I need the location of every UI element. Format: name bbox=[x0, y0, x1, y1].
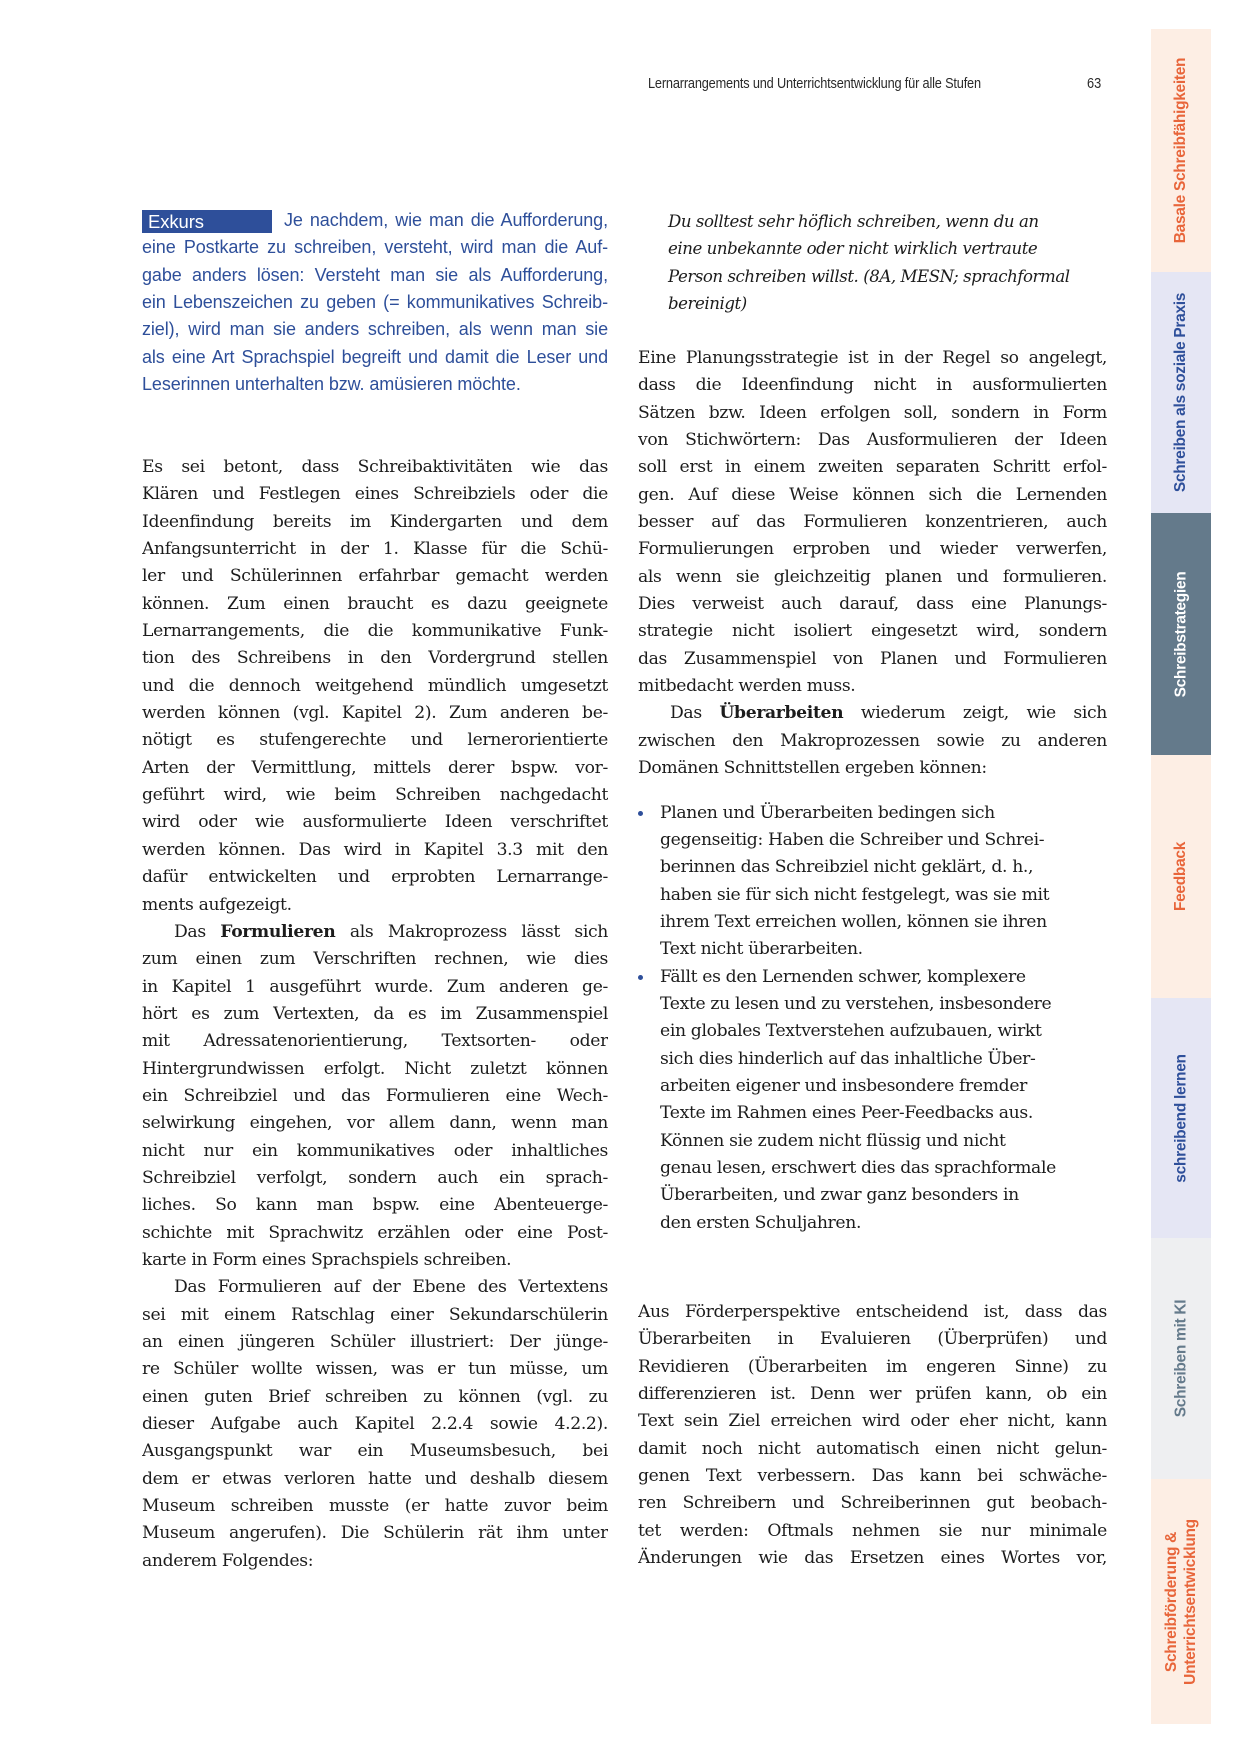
text-line: ler und Schülerinnen erfahrbar gemacht werden bbox=[142, 566, 608, 587]
text-line: Aus Förderperspektive entscheidend ist, dass das bbox=[638, 1302, 1107, 1322]
quote-line: bereinigt) bbox=[668, 294, 747, 314]
text-line bbox=[142, 919, 608, 946]
tab-feedback[interactable] bbox=[1151, 755, 1211, 998]
tab-label: Schreiben als soziale Praxis bbox=[1172, 292, 1190, 493]
text-line: Ideenfindung bereits im Kindergarten und dem bbox=[142, 511, 608, 532]
text-line: geführt wird, wie beim Schreiben nachgedacht bbox=[142, 785, 608, 806]
bullet-item bbox=[638, 964, 1107, 1237]
text-line: berinnen das Schreibziel nicht geklärt, d. h., bbox=[660, 857, 1034, 878]
text-span: wiederum zeigt, wie sich bbox=[843, 703, 1107, 724]
tab-label: Schreiben mit KI bbox=[1172, 1299, 1190, 1418]
text-line: zum einen zum Verschriften rechnen, wie dies bbox=[142, 949, 608, 970]
text-line: damit noch nicht automatisch einen nicht gelun- bbox=[638, 1438, 1107, 1459]
text-line: besser auf das Formulieren konzentrieren, auch bbox=[638, 512, 1107, 533]
text-line: re Schüler wollte wissen, was er tun müsse, um bbox=[142, 1359, 608, 1380]
tab-label-line: Unterrichtsentwicklung bbox=[1182, 1518, 1199, 1685]
text-line: strategie nicht isoliert eingesetzt wird, sondern bbox=[638, 621, 1107, 642]
text-line: ein Schreibziel und das Formulieren eine Wech- bbox=[142, 1085, 608, 1106]
bold-term-formulieren: Formulieren bbox=[220, 921, 336, 942]
text-line: dafür entwickelten und erprobten Lernarrange- bbox=[142, 867, 608, 888]
bullet-list bbox=[638, 800, 1107, 1238]
text-line: werden können (vgl. Kapitel 2). Zum anderen be- bbox=[142, 703, 608, 724]
text-line: sich dies hinderlich auf das inhaltliche Über- bbox=[660, 1048, 1036, 1069]
text-line: dieser Aufgabe auch Kapitel 2.2.4 sowie 4.2.2). bbox=[142, 1414, 608, 1435]
page-number: 63 bbox=[1087, 76, 1102, 92]
text-line: von Stichwörtern: Das Ausformulieren der Ideen bbox=[638, 430, 1107, 451]
text-line: Eine Planungsstrategie ist in der Regel so angelegt, bbox=[638, 348, 1107, 368]
exkurs-label: Exkurs bbox=[142, 210, 272, 233]
tab-label bbox=[1162, 1519, 1200, 1685]
text-line: Lernarrangements, die die kommunikative Funk- bbox=[142, 621, 608, 642]
tab-label: Basale Schreibfähigkeiten bbox=[1172, 57, 1190, 244]
text-line: einen guten Brief schreiben zu können (vgl. zu bbox=[142, 1386, 608, 1407]
text-line: Können sie zudem nicht flüssig und nicht bbox=[660, 1130, 1006, 1151]
exkurs-line: eine Postkarte zu schreiben, versteht, wird man die Auf- bbox=[142, 237, 608, 258]
text-line: mitbedacht werden muss. bbox=[638, 676, 856, 697]
text-line: haben sie für sich nicht festgelegt, was sie mit bbox=[660, 884, 1050, 905]
text-line: ments aufgezeigt. bbox=[142, 894, 292, 915]
text-line: Planen und Überarbeiten bedingen sich bbox=[660, 802, 995, 823]
text-line: Ausgangspunkt war ein Museumsbesuch, bei bbox=[142, 1441, 608, 1462]
text-line: mit Adressatenorientierung, Textsorten- oder bbox=[142, 1031, 608, 1052]
text-line: nicht nur ein kommunikatives oder inhaltliches bbox=[142, 1140, 608, 1161]
paragraph-schreibaktivitaeten bbox=[142, 454, 608, 919]
text-line: zwischen den Makroprozessen sowie zu anderen bbox=[638, 730, 1107, 751]
text-line: genen Text verbessern. Das kann bei schwäche- bbox=[638, 1466, 1107, 1487]
text-line: Museum schreiben musste (er hatte zuvor beim bbox=[142, 1496, 608, 1517]
text-line: tion des Schreibens in den Vordergrund stellen bbox=[142, 648, 608, 669]
text-line: Domänen Schnittstellen ergeben können: bbox=[638, 758, 987, 779]
text-line: Dies verweist auch darauf, dass eine Planungs- bbox=[638, 594, 1107, 615]
paragraph-vertexten bbox=[142, 1274, 608, 1575]
text-line: Sätzen bzw. Ideen erfolgen soll, sondern in Form bbox=[638, 402, 1107, 423]
text-line: Es sei betont, dass Schreibaktivitäten wie das bbox=[142, 457, 608, 477]
quote-line: Person schreiben willst. (8A, MESN; sprachformal bbox=[668, 266, 1070, 286]
text-line: Das Formulieren auf der Ebene des Vertextens bbox=[174, 1277, 608, 1298]
text-line: ein globales Textverstehen aufzubauen, wirkt bbox=[660, 1021, 1042, 1042]
quote-line: eine unbekannte oder nicht wirklich vertraute bbox=[668, 239, 1038, 259]
text-line: liches. So kann man bspw. eine Abenteuerge- bbox=[142, 1195, 608, 1216]
text-line: in Kapitel 1 ausgeführt wurde. Zum anderen ge- bbox=[142, 976, 608, 997]
text-line: hört es zum Vertexten, da es im Zusammenspiel bbox=[142, 1003, 608, 1024]
text-line: Hintergrundwissen erfolgt. Nicht zuletzt können bbox=[142, 1058, 608, 1079]
paragraph-planungsstrategie bbox=[638, 345, 1107, 700]
text-line: nötigt es stufengerechte und lernerorientierte bbox=[142, 730, 608, 751]
left-column bbox=[142, 454, 608, 1575]
text-line: Museum angerufen). Die Schülerin rät ihm unter bbox=[142, 1523, 608, 1544]
tab-basale-schreibfaehigkeiten[interactable] bbox=[1151, 29, 1211, 272]
exkurs-box bbox=[142, 207, 608, 398]
text-line bbox=[638, 700, 1107, 727]
tab-schreibfoerderung-unterrichtsentwicklung[interactable] bbox=[1151, 1479, 1211, 1724]
text-line: soll erst in einem zweiten separaten Schritt erfol- bbox=[638, 457, 1107, 478]
tab-schreiben-mit-ki[interactable] bbox=[1151, 1238, 1211, 1479]
text-line: Formulierungen erproben und wieder verwerfen, bbox=[638, 539, 1107, 560]
text-line: Texte im Rahmen eines Peer-Feedbacks aus. bbox=[660, 1103, 1033, 1124]
paragraph-ueberarbeiten bbox=[638, 700, 1107, 782]
exkurs-line: ziel), wird man sie anders schreiben, als wenn man sie bbox=[142, 319, 608, 340]
tab-schreibstrategien[interactable] bbox=[1151, 513, 1211, 755]
exkurs-line: gabe anders lösen: Versteht man sie als Aufforderung, bbox=[142, 264, 608, 285]
text-line: karte in Form eines Sprachspiels schreiben. bbox=[142, 1249, 512, 1270]
tab-label: schreibend lernen bbox=[1172, 1053, 1190, 1183]
exkurs-line: ein Lebenszeichen zu geben (= kommunikatives Schreib- bbox=[142, 292, 608, 313]
text-line: sei mit einem Ratschlag einer Sekundarschülerin bbox=[142, 1304, 608, 1325]
right-column bbox=[638, 345, 1107, 1237]
text-line: werden können. Das wird in Kapitel 3.3 mit den bbox=[142, 839, 608, 860]
paragraph-formulieren bbox=[142, 919, 608, 1274]
bullet-icon bbox=[638, 811, 643, 816]
text-line: gegenseitig: Haben die Schreiber und Schrei- bbox=[660, 829, 1045, 850]
running-header: Lernarrangements und Unterrichtsentwicklung für alle Stufen bbox=[648, 76, 981, 92]
tab-schreibend-lernen[interactable] bbox=[1151, 998, 1211, 1238]
text-span: Das bbox=[174, 921, 221, 942]
text-line: als wenn sie gleichzeitig planen und formulieren. bbox=[638, 566, 1107, 587]
text-line: Schreibziel verfolgt, sondern auch ein sprach- bbox=[142, 1167, 608, 1188]
text-line: genau lesen, erschwert dies das sprachformale bbox=[660, 1157, 1056, 1178]
text-line: Text nicht überarbeiten. bbox=[660, 939, 863, 960]
text-line: Überarbeiten, und zwar ganz besonders in bbox=[660, 1185, 1019, 1206]
tab-label: Feedback bbox=[1172, 841, 1190, 912]
text-line: differenzieren ist. Denn wer prüfen kann, ob ein bbox=[638, 1384, 1107, 1405]
text-line: Anfangsunterricht in der 1. Klasse für die Schü- bbox=[142, 539, 608, 560]
text-line: an einen jüngeren Schüler illustriert: Der jünge- bbox=[142, 1332, 608, 1352]
text-line: schichte mit Sprachwitz erzählen oder eine Post- bbox=[142, 1222, 608, 1243]
tab-label: Schreibstrategien bbox=[1172, 571, 1190, 697]
text-line: gen. Auf diese Weise können sich die Lernenden bbox=[638, 484, 1107, 505]
exkurs-line: Je nachdem, wie man die Aufforderung, bbox=[284, 210, 608, 230]
text-line: arbeiten eigener und insbesondere fremder bbox=[660, 1075, 1028, 1096]
exkurs-line: als eine Art Sprachspiel begreift und damit die Leser und bbox=[142, 346, 608, 367]
text-line: Texte zu lesen und zu verstehen, insbesondere bbox=[660, 993, 1052, 1014]
bullet-icon bbox=[638, 975, 643, 980]
text-line: ren Schreibern und Schreiberinnen gut beobach- bbox=[638, 1493, 1107, 1514]
text-line: Überarbeiten in Evaluieren (Überprüfen) und bbox=[638, 1329, 1107, 1350]
bold-term-ueberarbeiten: Überarbeiten bbox=[719, 703, 844, 724]
text-line: Fällt es den Lernenden schwer, komplexere bbox=[660, 966, 1026, 987]
exkurs-line: Leserinnen unterhalten bzw. amüsieren möchte. bbox=[142, 374, 521, 395]
tab-label-line: Schreibförderung & bbox=[1163, 1531, 1180, 1672]
text-line: ihrem Text erreichen wollen, können sie ihren bbox=[660, 911, 1047, 932]
text-line: wird oder wie ausformulierte Ideen verschriftet bbox=[142, 812, 608, 833]
quote-line: Du solltest sehr höflich schreiben, wenn du an bbox=[668, 212, 1039, 231]
text-line: dem er etwas verloren hatte und deshalb diesem bbox=[142, 1468, 608, 1489]
text-line: Arten der Vermittlung, mittels derer bspw. vor- bbox=[142, 757, 608, 778]
text-line: Klären und Festlegen eines Schreibziels oder die bbox=[142, 484, 608, 505]
text-line: anderem Folgendes: bbox=[142, 1550, 314, 1571]
paragraph-foerderperspektive bbox=[638, 1299, 1107, 1572]
tab-schreiben-als-soziale-praxis[interactable] bbox=[1151, 272, 1211, 513]
text-line: können. Zum einen braucht es dazu geeignete bbox=[142, 593, 608, 614]
text-span: Das bbox=[670, 703, 720, 724]
text-line: dass die Ideenfindung nicht in ausformulierten bbox=[638, 375, 1107, 396]
text-span: als Makroprozess lässt sich bbox=[335, 921, 608, 942]
exkurs-first-line bbox=[142, 207, 608, 234]
bullet-item bbox=[638, 800, 1107, 964]
text-line: Text sein Ziel erreichen wird oder eher nicht, kann bbox=[638, 1411, 1107, 1432]
student-quote bbox=[668, 208, 1098, 317]
text-line: selwirkung eingehen, vor allem dann, wenn man bbox=[142, 1113, 608, 1134]
text-line: Änderungen wie das Ersetzen eines Wortes vor, bbox=[638, 1548, 1107, 1569]
text-line: Revidieren (Überarbeiten im engeren Sinne) zu bbox=[638, 1356, 1107, 1377]
text-line: das Zusammenspiel von Planen und Formulieren bbox=[638, 648, 1107, 669]
text-line: den ersten Schuljahren. bbox=[660, 1212, 862, 1233]
text-line: und die dennoch weitgehend mündlich umgesetzt bbox=[142, 675, 608, 696]
text-line: tet werden: Oftmals nehmen sie nur minimale bbox=[638, 1520, 1107, 1541]
